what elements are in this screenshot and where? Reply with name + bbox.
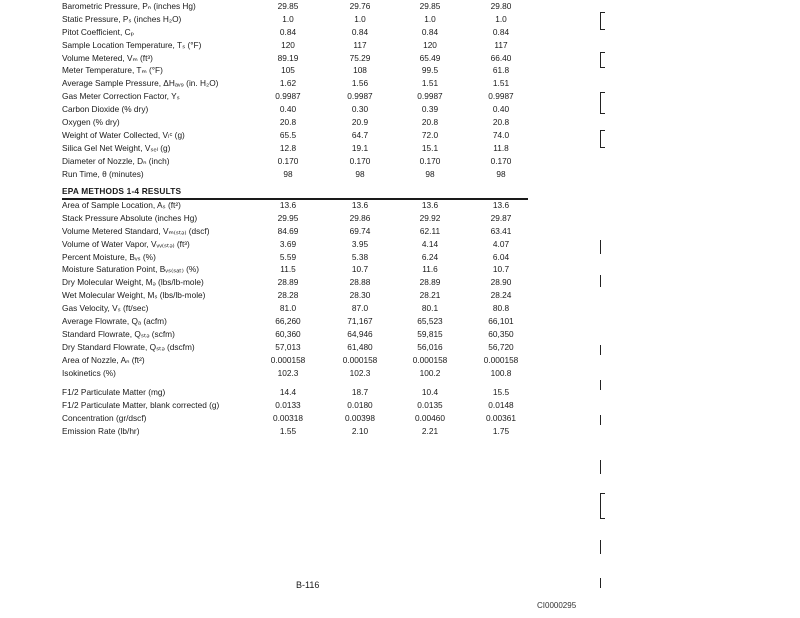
run-2-value: 61,480 bbox=[347, 341, 373, 352]
run-1-value: 12.8 bbox=[279, 142, 297, 153]
run-3-value: 20.8 bbox=[421, 117, 439, 128]
run-1-value: 3.69 bbox=[279, 238, 297, 249]
run-2-value: 102.3 bbox=[349, 367, 371, 378]
page-number: B-116 bbox=[296, 580, 320, 590]
run-2-value: 3.95 bbox=[351, 238, 369, 249]
run-4-value: 0.9987 bbox=[488, 91, 514, 102]
run-3-value: 59,815 bbox=[417, 328, 443, 339]
run-4-value: 0.0148 bbox=[488, 399, 514, 410]
run-2-value: 64,946 bbox=[347, 328, 373, 339]
run-3-value: 0.84 bbox=[421, 26, 439, 37]
run-1-value: 0.170 bbox=[277, 155, 299, 166]
run-4-value: 0.84 bbox=[492, 26, 510, 37]
run-3-value: 80.1 bbox=[421, 303, 439, 314]
run-1-value: 14.4 bbox=[279, 387, 297, 397]
table-row bbox=[62, 399, 532, 412]
row-label: Barometric Pressure, Pₙ (inches Hg) bbox=[62, 1, 196, 11]
run-4-value: 10.7 bbox=[492, 264, 510, 275]
run-3-value: 120 bbox=[423, 39, 437, 50]
run-2-value: 1.0 bbox=[354, 13, 366, 24]
run-4-value: 28.90 bbox=[490, 277, 512, 288]
run-1-value: 81.0 bbox=[279, 303, 297, 314]
run-4-value: 29.87 bbox=[490, 212, 512, 223]
table-row bbox=[62, 199, 532, 212]
table-row bbox=[62, 168, 532, 181]
run-2-value: 0.00398 bbox=[345, 412, 375, 423]
run-1-value: 84.69 bbox=[277, 225, 299, 236]
margin-mark bbox=[600, 52, 605, 68]
run-3-value: 1.0 bbox=[424, 13, 436, 24]
run-2-value: 0.30 bbox=[351, 104, 369, 115]
run-4-value: 0.170 bbox=[490, 155, 512, 166]
table-row bbox=[62, 155, 532, 168]
margin-mark bbox=[600, 240, 605, 254]
table-row bbox=[62, 39, 532, 52]
run-4-value: 1.75 bbox=[492, 425, 510, 436]
run-1-value: 28.89 bbox=[277, 277, 299, 288]
table-row bbox=[62, 212, 532, 225]
run-1-value: 1.0 bbox=[282, 13, 294, 24]
table-row bbox=[62, 225, 532, 238]
run-2-value: 19.1 bbox=[351, 142, 369, 153]
run-2-value: 75.29 bbox=[349, 52, 371, 63]
run-2-value: 0.000158 bbox=[342, 354, 378, 365]
run-4-value: 1.51 bbox=[492, 78, 510, 89]
row-label: Silica Gel Net Weight, Vₛₑₗ (g) bbox=[62, 142, 171, 153]
margin-mark bbox=[600, 345, 605, 355]
run-1-value: 98 bbox=[283, 168, 293, 179]
run-3-value: 0.170 bbox=[419, 155, 441, 166]
table-row bbox=[62, 116, 532, 129]
table-row bbox=[62, 386, 532, 399]
run-4-value: 28.24 bbox=[490, 290, 512, 301]
run-2-value: 71,167 bbox=[347, 316, 373, 327]
table-row bbox=[62, 289, 532, 302]
run-3-value: 99.5 bbox=[421, 65, 439, 76]
run-2-value: 2.10 bbox=[351, 425, 369, 436]
table-row bbox=[62, 129, 532, 142]
run-2-value: 29.86 bbox=[349, 212, 371, 223]
run-1-value: 0.9987 bbox=[275, 91, 301, 102]
run-1-value: 0.40 bbox=[279, 104, 297, 115]
run-1-value: 13.6 bbox=[279, 200, 297, 210]
table-row bbox=[62, 425, 532, 438]
table-row bbox=[62, 90, 532, 103]
run-3-value: 62.11 bbox=[419, 225, 441, 236]
run-2-value: 29.76 bbox=[349, 1, 371, 11]
run-1-value: 57,013 bbox=[275, 341, 301, 352]
table-row bbox=[62, 64, 532, 77]
margin-mark bbox=[600, 12, 605, 30]
table-row bbox=[62, 263, 532, 276]
run-4-value: 80.8 bbox=[492, 303, 510, 314]
run-2-value: 10.7 bbox=[351, 264, 369, 275]
run-3-value: 72.0 bbox=[421, 129, 439, 140]
table-row bbox=[62, 13, 532, 26]
run-3-value: 29.85 bbox=[419, 1, 441, 11]
run-2-value: 0.84 bbox=[351, 26, 369, 37]
margin-scan-marks bbox=[596, 0, 608, 618]
run-4-value: 63.41 bbox=[490, 225, 512, 236]
row-label: Percent Moisture, Bᵥₛ (%) bbox=[62, 251, 156, 262]
run-3-value: 6.24 bbox=[421, 251, 439, 262]
row-label: Volume Metered, Vₘ (ft³) bbox=[62, 52, 153, 63]
row-label: Pitot Coefficient, Cₚ bbox=[62, 26, 135, 37]
row-label: Run Time, θ (minutes) bbox=[62, 168, 144, 179]
run-4-value: 0.000158 bbox=[483, 354, 519, 365]
run-4-value: 117 bbox=[494, 39, 508, 50]
run-1-value: 20.8 bbox=[279, 117, 297, 128]
run-4-value: 56,720 bbox=[488, 341, 514, 352]
row-label: Carbon Dioxide (% dry) bbox=[62, 104, 149, 115]
run-4-value: 60,350 bbox=[488, 328, 514, 339]
run-3-value: 15.1 bbox=[421, 142, 439, 153]
run-1-value: 89.19 bbox=[277, 52, 299, 63]
run-4-value: 66,101 bbox=[488, 316, 514, 327]
run-4-value: 0.40 bbox=[492, 104, 510, 115]
run-2-value: 108 bbox=[353, 65, 367, 76]
run-1-value: 102.3 bbox=[277, 367, 299, 378]
table-row bbox=[62, 367, 532, 380]
run-4-value: 61.8 bbox=[492, 65, 510, 76]
row-label: Oxygen (% dry) bbox=[62, 117, 120, 128]
run-3-value: 11.6 bbox=[422, 264, 438, 275]
run-4-value: 6.04 bbox=[492, 251, 510, 262]
margin-mark bbox=[600, 275, 605, 287]
particulate-results-table bbox=[62, 386, 532, 438]
run-2-value: 87.0 bbox=[351, 303, 369, 314]
run-2-value: 0.0180 bbox=[347, 399, 373, 410]
run-4-value: 11.8 bbox=[493, 142, 509, 153]
run-1-value: 66,260 bbox=[275, 316, 301, 327]
row-label: Static Pressure, Pₛ (inches H₂O) bbox=[62, 13, 182, 24]
run-3-value: 0.9987 bbox=[417, 91, 443, 102]
run-1-value: 105 bbox=[281, 65, 295, 76]
run-1-value: 0.0133 bbox=[275, 399, 301, 410]
margin-mark bbox=[600, 92, 605, 114]
run-3-value: 100.2 bbox=[419, 367, 441, 378]
margin-mark bbox=[600, 130, 605, 148]
table-row bbox=[62, 412, 532, 425]
row-label: Concentration (gr/dscf) bbox=[62, 412, 147, 423]
row-label: Diameter of Nozzle, Dₙ (inch) bbox=[62, 155, 170, 166]
run-1-value: 5.59 bbox=[279, 251, 297, 262]
results-section-title: EPA METHODS 1-4 RESULTS bbox=[62, 186, 182, 196]
margin-mark bbox=[600, 493, 605, 519]
row-label: Volume of Water Vapor, Vᵥᵥ₍ₛₜₔ₎ (ft³) bbox=[62, 238, 190, 249]
run-4-value: 4.07 bbox=[492, 238, 510, 249]
table-row bbox=[62, 251, 532, 264]
run-3-value: 10.4 bbox=[421, 387, 439, 397]
run-4-value: 100.8 bbox=[490, 367, 512, 378]
run-1-value: 120 bbox=[281, 39, 295, 50]
table-row bbox=[62, 26, 532, 39]
run-1-value: 29.85 bbox=[277, 1, 299, 11]
run-3-value: 56,016 bbox=[417, 341, 443, 352]
run-1-value: 29.95 bbox=[277, 212, 299, 223]
run-3-value: 0.00460 bbox=[415, 412, 445, 423]
run-3-value: 65,523 bbox=[417, 316, 443, 327]
row-label: Emission Rate (lb/hr) bbox=[62, 425, 140, 436]
table-row bbox=[62, 142, 532, 155]
row-label: Meter Temperature, Tₘ (°F) bbox=[62, 65, 163, 76]
run-2-value: 28.88 bbox=[349, 277, 371, 288]
run-3-value: 1.51 bbox=[421, 78, 439, 89]
run-1-value: 11.5 bbox=[280, 264, 296, 275]
run-1-value: 65.5 bbox=[279, 129, 297, 140]
run-2-value: 0.170 bbox=[349, 155, 371, 166]
run-2-value: 28.30 bbox=[349, 290, 371, 301]
epa-results-table bbox=[62, 199, 532, 379]
margin-mark bbox=[600, 540, 605, 554]
row-label: Wet Molecular Weight, Mₛ (lbs/lb-mole) bbox=[62, 290, 206, 301]
row-label: F1/2 Particulate Matter, blank corrected (g) bbox=[62, 399, 220, 410]
run-1-value: 0.000158 bbox=[270, 354, 306, 365]
run-3-value: 13.6 bbox=[421, 200, 439, 210]
row-label: Standard Flowrate, Qₛₜₔ (scfm) bbox=[62, 328, 175, 339]
margin-mark bbox=[600, 380, 605, 390]
row-label: Gas Meter Correction Factor, Yₛ bbox=[62, 91, 180, 102]
run-2-value: 5.38 bbox=[351, 251, 369, 262]
run-3-value: 2.21 bbox=[421, 425, 439, 436]
row-label: Isokinetics (%) bbox=[62, 367, 116, 378]
margin-mark bbox=[600, 460, 605, 474]
run-1-value: 0.84 bbox=[279, 26, 297, 37]
run-3-value: 28.89 bbox=[419, 277, 441, 288]
document-id: CI0000295 bbox=[537, 601, 577, 610]
run-2-value: 69.74 bbox=[349, 225, 371, 236]
run-4-value: 13.6 bbox=[492, 200, 510, 210]
row-label: Volume Metered Standard, Vₘ₍ₛₜₔ₎ (dscf) bbox=[62, 225, 210, 236]
run-4-value: 66.40 bbox=[490, 52, 512, 63]
table-row bbox=[62, 0, 532, 13]
run-4-value: 0.00361 bbox=[486, 412, 516, 423]
table-row bbox=[62, 238, 532, 251]
run-1-value: 28.28 bbox=[277, 290, 299, 301]
margin-mark bbox=[600, 415, 605, 425]
run-2-value: 98 bbox=[355, 168, 365, 179]
table-row bbox=[62, 302, 532, 315]
row-label: Area of Nozzle, Aₙ (ft²) bbox=[62, 354, 145, 365]
table-row bbox=[62, 341, 532, 354]
run-2-value: 20.9 bbox=[351, 117, 369, 128]
row-label: Dry Molecular Weight, Mₔ (lbs/lb-mole) bbox=[62, 277, 204, 288]
run-2-value: 117 bbox=[353, 39, 367, 50]
table-row bbox=[62, 315, 532, 328]
run-2-value: 64.7 bbox=[351, 129, 369, 140]
row-label: F1/2 Particulate Matter (mg) bbox=[62, 387, 166, 397]
run-3-value: 0.0135 bbox=[417, 399, 443, 410]
run-1-value: 60,360 bbox=[275, 328, 301, 339]
row-label: Dry Standard Flowrate, Qₛₜₔ (dscfm) bbox=[62, 341, 195, 352]
run-4-value: 20.8 bbox=[492, 117, 510, 128]
run-3-value: 65.49 bbox=[419, 52, 441, 63]
run-2-value: 1.56 bbox=[351, 78, 369, 89]
run-3-value: 4.14 bbox=[421, 238, 439, 249]
row-label: Area of Sample Location, Aₛ (ft²) bbox=[62, 200, 181, 210]
table-row bbox=[62, 354, 532, 367]
run-4-value: 15.5 bbox=[492, 387, 510, 397]
run-4-value: 74.0 bbox=[492, 129, 510, 140]
test-data-table bbox=[62, 0, 532, 180]
run-4-value: 29.80 bbox=[490, 1, 512, 11]
run-2-value: 13.6 bbox=[351, 200, 369, 210]
run-3-value: 0.000158 bbox=[412, 354, 448, 365]
row-label: Weight of Water Collected, Vₗᶜ (g) bbox=[62, 129, 185, 140]
row-label: Gas Velocity, Vₛ (ft/sec) bbox=[62, 303, 149, 314]
run-2-value: 0.9987 bbox=[347, 91, 373, 102]
row-label: Sample Location Temperature, Tₛ (°F) bbox=[62, 39, 202, 50]
run-3-value: 0.39 bbox=[421, 104, 439, 115]
run-4-value: 98 bbox=[496, 168, 506, 179]
row-label: Average Flowrate, Qₐ (acfm) bbox=[62, 316, 167, 327]
table-row bbox=[62, 52, 532, 65]
run-3-value: 28.21 bbox=[419, 290, 441, 301]
table-row bbox=[62, 103, 532, 116]
run-4-value: 1.0 bbox=[495, 13, 507, 24]
run-2-value: 18.7 bbox=[351, 387, 369, 397]
row-label: Stack Pressure Absolute (inches Hg) bbox=[62, 212, 198, 223]
row-label: Average Sample Pressure, ΔHₐᵥ₉ (in. H₂O) bbox=[62, 78, 219, 89]
run-1-value: 1.62 bbox=[279, 78, 297, 89]
table-row bbox=[62, 77, 532, 90]
table-row bbox=[62, 328, 532, 341]
run-3-value: 29.92 bbox=[419, 212, 441, 223]
run-1-value: 1.55 bbox=[279, 425, 297, 436]
run-1-value: 0.00318 bbox=[273, 412, 303, 423]
run-3-value: 98 bbox=[425, 168, 435, 179]
row-label: Moisture Saturation Point, Bᵥₛ₍ₛₐₜ₎ (%) bbox=[62, 264, 199, 275]
table-row bbox=[62, 276, 532, 289]
margin-mark bbox=[600, 578, 605, 588]
